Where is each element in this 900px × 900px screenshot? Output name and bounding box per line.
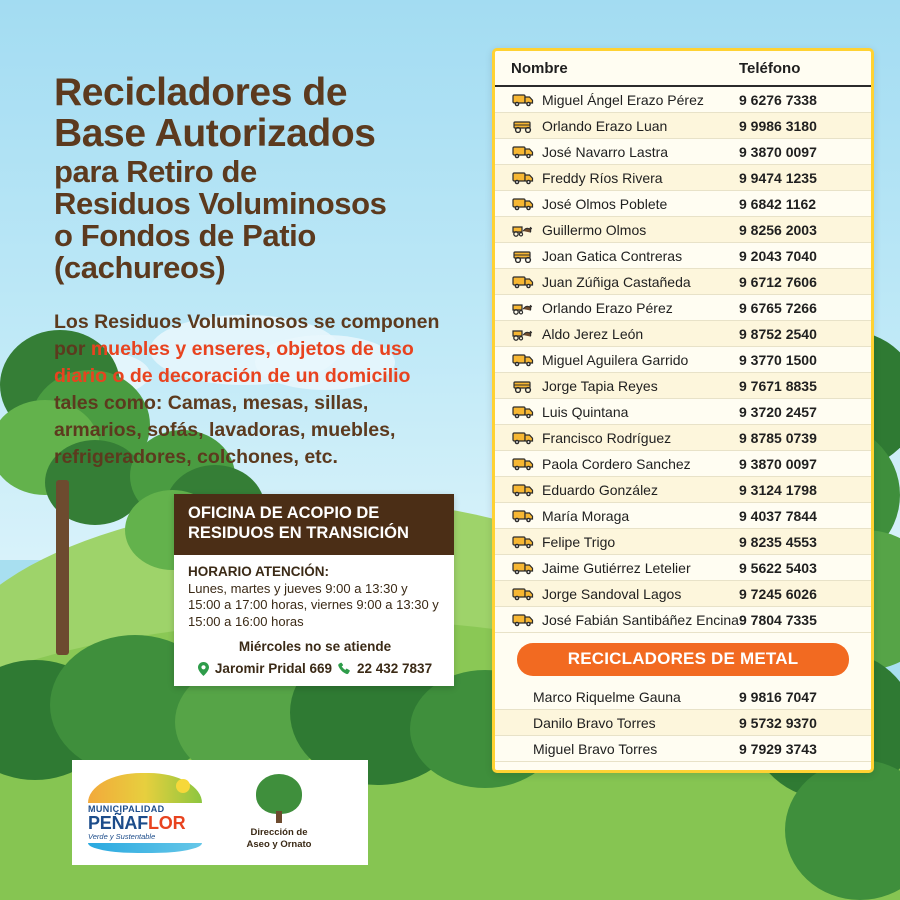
recycler-phone[interactable]: 9 9474 1235 — [739, 169, 817, 186]
recycler-phone[interactable]: 9 8752 2540 — [739, 325, 817, 342]
table-row — [495, 243, 871, 269]
title-line-2: Base Autorizados — [54, 111, 376, 155]
title-line-1: Recicladores de — [54, 71, 348, 115]
office-address: Jaromir Pridal 669 — [214, 661, 332, 677]
office-body — [174, 555, 454, 687]
intro-part-1: Los Residuos Voluminosos se componen por — [54, 311, 440, 361]
recycler-truck-icon — [511, 405, 535, 419]
office-closed-note: Miércoles no se atiende — [238, 639, 392, 655]
title-line-3: para Retiro de — [54, 153, 257, 189]
recycler-phone[interactable]: 9 6842 1162 — [739, 195, 817, 212]
table-row — [495, 477, 871, 503]
recycler-phone[interactable]: 9 9816 7047 — [739, 688, 817, 705]
table-row — [495, 684, 871, 710]
recycler-name: Joan Gatica Contreras — [542, 247, 683, 264]
recycler-name: Eduardo González — [542, 481, 658, 498]
municipality-logo — [88, 773, 208, 853]
recycler-name: José Olmos Poblete — [542, 195, 668, 212]
page-title — [54, 73, 474, 283]
municipality-name-part-1: PEÑAF — [88, 812, 149, 833]
recyclers-table-panel — [492, 48, 874, 773]
recycler-phone[interactable]: 9 5732 9370 — [739, 714, 817, 731]
recycler-phone[interactable]: 9 6712 7606 — [739, 273, 817, 290]
direction-label — [224, 827, 334, 851]
table-row — [495, 295, 871, 321]
title-line-5: o Fondos de Patio — [54, 217, 316, 253]
table-row — [495, 425, 871, 451]
municipality-name — [88, 814, 208, 832]
recycler-phone[interactable]: 9 3720 2457 — [739, 403, 817, 420]
recycler-name: Danilo Bravo Torres — [533, 714, 656, 731]
table-row — [495, 217, 871, 243]
intro-paragraph — [54, 309, 454, 470]
column-header-phone: Teléfono — [739, 60, 801, 77]
recycler-phone[interactable]: 9 7929 3743 — [739, 740, 817, 757]
recycler-phone[interactable]: 9 3870 0097 — [739, 143, 817, 160]
table-row — [495, 503, 871, 529]
table-row — [495, 736, 871, 762]
recycler-phone[interactable]: 9 7245 6026 — [739, 585, 817, 602]
recycler-name: Jorge Tapia Reyes — [542, 377, 658, 394]
recycler-name: Felipe Trigo — [542, 533, 616, 550]
recycler-truck-icon — [511, 613, 535, 627]
logo-wave-shape — [88, 843, 202, 853]
recycler-phone[interactable]: 9 8256 2003 — [739, 221, 817, 238]
office-header-line-2: RESIDUOS EN TRANSICIÓN — [188, 523, 409, 542]
left-content-column — [54, 52, 474, 490]
recycler-truck-icon — [511, 145, 535, 159]
recycler-phone[interactable]: 9 8785 0739 — [739, 429, 817, 446]
table-body — [495, 87, 871, 633]
recycler-name: Francisco Rodríguez — [542, 429, 672, 446]
sun-icon — [176, 779, 190, 793]
recycler-name: Aldo Jerez León — [542, 325, 644, 342]
office-header-line-1: OFICINA DE ACOPIO DE — [188, 504, 380, 522]
recycler-name: Orlando Erazo Luan — [542, 117, 668, 134]
title-line-4: Residuos Voluminosos — [54, 185, 387, 221]
recycler-phone[interactable]: 9 2043 7040 — [739, 247, 817, 264]
recycler-name: Paola Cordero Sanchez — [542, 455, 691, 472]
table-row — [495, 373, 871, 399]
recycler-horse-cart-icon — [511, 223, 535, 237]
municipality-tagline: Verde y Sustentable — [88, 831, 156, 841]
recycler-truck-icon — [511, 353, 535, 367]
table-row — [495, 321, 871, 347]
recycler-phone[interactable]: 9 3770 1500 — [739, 351, 817, 368]
recycler-name: Freddy Ríos Rivera — [542, 169, 663, 186]
logo-arc-shape — [88, 773, 202, 803]
recycler-phone[interactable]: 9 8235 4553 — [739, 533, 817, 550]
table-row — [495, 451, 871, 477]
recycler-truck-icon — [511, 457, 535, 471]
office-info-box — [174, 494, 454, 686]
recycler-horse-cart-icon — [511, 301, 535, 315]
recycler-name: María Moraga — [542, 507, 630, 524]
recycler-truck-icon — [511, 171, 535, 185]
recycler-phone[interactable]: 9 6276 7338 — [739, 91, 817, 108]
recycler-truck-icon — [511, 275, 535, 289]
office-header — [174, 494, 454, 555]
recycler-name: José Fabián Santibáñez Encina — [542, 611, 739, 628]
recycler-cart-icon — [511, 249, 535, 263]
direction-line-2: Aseo y Ornato — [246, 839, 312, 850]
recycler-phone[interactable]: 9 9986 3180 — [739, 117, 817, 134]
office-hours-label: HORARIO ATENCIÓN: — [188, 563, 329, 579]
metal-section-banner: RECICLADORES DE METAL — [517, 643, 849, 676]
municipality-name-part-2: LOR — [148, 812, 186, 833]
recycler-cart-icon — [511, 119, 535, 133]
office-hours-text: Lunes, martes y jueves 9:00 a 13:30 y 15:00 a 17:00 horas, viernes 9:00 a 13:30 y 15:00 a 16:00 horas — [188, 580, 439, 630]
recycler-horse-cart-icon — [511, 327, 535, 341]
recycler-name: Luis Quintana — [542, 403, 629, 420]
table-row — [495, 269, 871, 295]
recycler-name: José Navarro Lastra — [542, 143, 669, 160]
direction-line-1: Dirección de — [250, 827, 308, 839]
table-row — [495, 113, 871, 139]
recycler-name: Jorge Sandoval Lagos — [542, 585, 682, 602]
table-row — [495, 529, 871, 555]
recycler-cart-icon — [511, 379, 535, 393]
table-row — [495, 87, 871, 113]
recycler-phone[interactable]: 9 7804 7335 — [739, 611, 817, 628]
office-contact-row — [188, 661, 442, 676]
recycler-truck-icon — [511, 561, 535, 575]
recycler-name: Jaime Gutiérrez Letelier — [542, 559, 691, 576]
table-row — [495, 399, 871, 425]
recycler-name: Juan Zúñiga Castañeda — [542, 273, 691, 290]
intro-highlight: muebles y enseres, objetos de uso diario o de decoración de un domicilio — [54, 338, 414, 388]
recycler-name: Orlando Erazo Pérez — [542, 299, 673, 316]
table-row — [495, 347, 871, 373]
recycler-truck-icon — [511, 587, 535, 601]
recycler-name: Miguel Aguilera Garrido — [542, 351, 689, 368]
table-row — [495, 165, 871, 191]
recycler-phone[interactable]: 9 3124 1798 — [739, 481, 817, 498]
column-header-name: Nombre — [511, 60, 568, 77]
recycler-truck-icon — [511, 197, 535, 211]
table-row — [495, 139, 871, 165]
recycler-name: Miguel Bravo Torres — [533, 740, 658, 757]
direction-logo — [224, 774, 334, 851]
recycler-phone[interactable]: 9 6765 7266 — [739, 299, 817, 316]
recycler-name: Miguel Ángel Erazo Pérez — [542, 91, 704, 108]
table-row — [495, 581, 871, 607]
recycler-name: Marco Riquelme Gauna — [533, 688, 681, 705]
recycler-truck-icon — [511, 535, 535, 549]
recycler-phone[interactable]: 9 3870 0097 — [739, 455, 817, 472]
municipality-label: MUNICIPALIDAD — [88, 803, 165, 814]
recycler-truck-icon — [511, 483, 535, 497]
phone-icon — [338, 662, 351, 675]
tree-icon — [256, 774, 302, 814]
recycler-phone[interactable]: 9 5622 5403 — [739, 559, 817, 576]
location-pin-icon — [198, 662, 209, 676]
recycler-phone[interactable]: 9 4037 7844 — [739, 507, 817, 524]
table-row — [495, 191, 871, 217]
recycler-name: Guillermo Olmos — [542, 221, 647, 238]
recycler-phone[interactable]: 9 7671 8835 — [739, 377, 817, 394]
table-row — [495, 607, 871, 633]
recycler-truck-icon — [511, 509, 535, 523]
table-header — [495, 51, 871, 87]
recycler-truck-icon — [511, 431, 535, 445]
table-row — [495, 710, 871, 736]
metal-table-body — [495, 684, 871, 762]
table-row — [495, 555, 871, 581]
logo-card — [72, 760, 368, 865]
office-phone: 22 432 7837 — [357, 661, 433, 677]
title-line-6: (cachureos) — [54, 249, 226, 285]
intro-part-2: tales como: Camas, mesas, sillas, armarios, sofás, lavadoras, muebles, refrigeradores, colchones, etc. — [54, 392, 396, 468]
recycler-truck-icon — [511, 93, 535, 107]
